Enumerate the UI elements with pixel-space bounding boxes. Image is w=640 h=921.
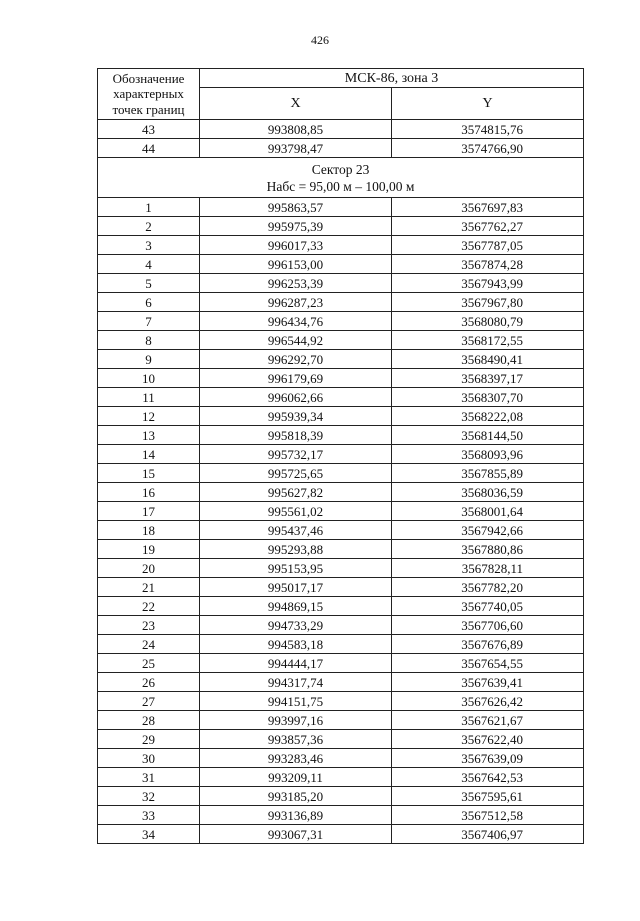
point-number-cell: 23 — [98, 616, 200, 635]
table-row — [98, 483, 584, 502]
point-number-cell: 7 — [98, 312, 200, 331]
point-number-cell: 43 — [98, 120, 200, 139]
y-coordinate-cell: 3567942,66 — [392, 521, 584, 540]
point-number-cell: 8 — [98, 331, 200, 350]
x-coordinate-cell: 995732,17 — [200, 445, 392, 464]
y-coordinate-cell: 3574766,90 — [392, 139, 584, 158]
table-row — [98, 654, 584, 673]
x-coordinate-cell: 995627,82 — [200, 483, 392, 502]
table-row — [98, 559, 584, 578]
x-coordinate-cell: 993185,20 — [200, 787, 392, 806]
x-coordinate-cell: 995725,65 — [200, 464, 392, 483]
table-row — [98, 502, 584, 521]
x-coordinate-cell: 994583,18 — [200, 635, 392, 654]
sector-rows — [98, 198, 584, 844]
y-coordinate-cell: 3568490,41 — [392, 350, 584, 369]
y-coordinate-cell: 3567626,42 — [392, 692, 584, 711]
table-row — [98, 597, 584, 616]
y-coordinate-cell: 3567740,05 — [392, 597, 584, 616]
point-number-cell: 34 — [98, 825, 200, 844]
point-number-cell: 30 — [98, 749, 200, 768]
point-number-cell: 20 — [98, 559, 200, 578]
x-coordinate-cell: 993209,11 — [200, 768, 392, 787]
table-row — [98, 312, 584, 331]
x-column-header: X — [200, 88, 392, 120]
table-row — [98, 464, 584, 483]
page-number: 426 — [311, 33, 329, 47]
point-number-cell: 25 — [98, 654, 200, 673]
point-number-cell: 44 — [98, 139, 200, 158]
point-number-cell: 13 — [98, 426, 200, 445]
y-coordinate-cell: 3567654,55 — [392, 654, 584, 673]
point-number-cell: 14 — [98, 445, 200, 464]
table-row — [98, 255, 584, 274]
table-row — [98, 139, 584, 158]
y-coordinate-cell: 3567967,80 — [392, 293, 584, 312]
table-row — [98, 120, 584, 139]
point-number-cell: 16 — [98, 483, 200, 502]
coordinate-system-header: МСК-86, зона 3 — [200, 69, 584, 88]
point-number-cell: 4 — [98, 255, 200, 274]
y-coordinate-cell: 3567855,89 — [392, 464, 584, 483]
coordinates-table — [97, 68, 584, 844]
table-row — [98, 825, 584, 844]
y-coordinate-cell: 3568172,55 — [392, 331, 584, 350]
y-coordinate-cell: 3568397,17 — [392, 369, 584, 388]
x-coordinate-cell: 993798,47 — [200, 139, 392, 158]
point-number-cell: 1 — [98, 198, 200, 217]
table-header — [98, 69, 584, 120]
table-row — [98, 692, 584, 711]
y-coordinate-cell: 3568307,70 — [392, 388, 584, 407]
point-number-cell: 5 — [98, 274, 200, 293]
point-number-cell: 2 — [98, 217, 200, 236]
table-row — [98, 635, 584, 654]
y-coordinate-cell: 3567676,89 — [392, 635, 584, 654]
x-coordinate-cell: 996062,66 — [200, 388, 392, 407]
x-coordinate-cell: 996017,33 — [200, 236, 392, 255]
point-number-cell: 12 — [98, 407, 200, 426]
x-coordinate-cell: 993857,36 — [200, 730, 392, 749]
table-row — [98, 616, 584, 635]
x-coordinate-cell: 995561,02 — [200, 502, 392, 521]
table-row — [98, 369, 584, 388]
x-coordinate-cell: 996153,00 — [200, 255, 392, 274]
point-number-cell: 9 — [98, 350, 200, 369]
y-coordinate-cell: 3568001,64 — [392, 502, 584, 521]
table-row — [98, 217, 584, 236]
x-coordinate-cell: 995293,88 — [200, 540, 392, 559]
table-row — [98, 331, 584, 350]
x-coordinate-cell: 993808,85 — [200, 120, 392, 139]
x-coordinate-cell: 995818,39 — [200, 426, 392, 445]
rows-before-sector — [98, 120, 584, 158]
y-coordinate-cell: 3568222,08 — [392, 407, 584, 426]
point-number-cell: 32 — [98, 787, 200, 806]
table-row — [98, 540, 584, 559]
table-row — [98, 426, 584, 445]
point-number-cell: 3 — [98, 236, 200, 255]
y-coordinate-cell: 3567706,60 — [392, 616, 584, 635]
x-coordinate-cell: 993283,46 — [200, 749, 392, 768]
table-row — [98, 445, 584, 464]
x-coordinate-cell: 995863,57 — [200, 198, 392, 217]
y-coordinate-cell: 3567512,58 — [392, 806, 584, 825]
x-coordinate-cell: 996434,76 — [200, 312, 392, 331]
point-number-cell: 6 — [98, 293, 200, 312]
point-number-cell: 21 — [98, 578, 200, 597]
y-coordinate-cell: 3567622,40 — [392, 730, 584, 749]
point-number-cell: 33 — [98, 806, 200, 825]
y-coordinate-cell: 3567787,05 — [392, 236, 584, 255]
x-coordinate-cell: 995153,95 — [200, 559, 392, 578]
point-number-cell: 28 — [98, 711, 200, 730]
sector-height-range: Набс = 95,00 м – 100,00 м — [266, 178, 415, 194]
y-coordinate-cell: 3568036,59 — [392, 483, 584, 502]
y-coordinate-cell: 3567782,20 — [392, 578, 584, 597]
y-coordinate-cell: 3568080,79 — [392, 312, 584, 331]
point-number-cell: 22 — [98, 597, 200, 616]
point-number-cell: 29 — [98, 730, 200, 749]
y-coordinate-cell: 3567595,61 — [392, 787, 584, 806]
sector-heading — [98, 158, 584, 198]
point-number-cell: 15 — [98, 464, 200, 483]
y-coordinate-cell: 3567874,28 — [392, 255, 584, 274]
x-coordinate-cell: 994151,75 — [200, 692, 392, 711]
y-coordinate-cell: 3567639,09 — [392, 749, 584, 768]
x-coordinate-cell: 996287,23 — [200, 293, 392, 312]
x-coordinate-cell: 993997,16 — [200, 711, 392, 730]
table-row — [98, 806, 584, 825]
y-column-header: Y — [392, 88, 584, 120]
x-coordinate-cell: 994869,15 — [200, 597, 392, 616]
point-number-cell: 19 — [98, 540, 200, 559]
point-label-header: Обозначение характерных точек границ — [98, 69, 200, 120]
x-coordinate-cell: 995939,34 — [200, 407, 392, 426]
sector-cell — [98, 158, 584, 198]
table-row — [98, 198, 584, 217]
x-coordinate-cell: 995017,17 — [200, 578, 392, 597]
table-row — [98, 236, 584, 255]
x-coordinate-cell: 994444,17 — [200, 654, 392, 673]
x-coordinate-cell: 996544,92 — [200, 331, 392, 350]
table-row — [98, 749, 584, 768]
x-coordinate-cell: 994317,74 — [200, 673, 392, 692]
y-coordinate-cell: 3567943,99 — [392, 274, 584, 293]
y-coordinate-cell: 3574815,76 — [392, 120, 584, 139]
x-coordinate-cell: 994733,29 — [200, 616, 392, 635]
point-number-cell: 24 — [98, 635, 200, 654]
x-coordinate-cell: 996179,69 — [200, 369, 392, 388]
table-row — [98, 578, 584, 597]
table-row — [98, 521, 584, 540]
x-coordinate-cell: 993136,89 — [200, 806, 392, 825]
y-coordinate-cell: 3567639,41 — [392, 673, 584, 692]
point-number-cell: 31 — [98, 768, 200, 787]
table-row — [98, 274, 584, 293]
x-coordinate-cell: 995975,39 — [200, 217, 392, 236]
y-coordinate-cell: 3568093,96 — [392, 445, 584, 464]
y-coordinate-cell: 3567828,11 — [392, 559, 584, 578]
y-coordinate-cell: 3567621,67 — [392, 711, 584, 730]
table-row — [98, 711, 584, 730]
x-coordinate-cell: 995437,46 — [200, 521, 392, 540]
table-row — [98, 350, 584, 369]
y-coordinate-cell: 3567406,97 — [392, 825, 584, 844]
point-number-cell: 11 — [98, 388, 200, 407]
point-number-cell: 18 — [98, 521, 200, 540]
y-coordinate-cell: 3568144,50 — [392, 426, 584, 445]
y-coordinate-cell: 3567697,83 — [392, 198, 584, 217]
y-coordinate-cell: 3567642,53 — [392, 768, 584, 787]
table-row — [98, 787, 584, 806]
table-row — [98, 407, 584, 426]
point-number-cell: 26 — [98, 673, 200, 692]
x-coordinate-cell: 993067,31 — [200, 825, 392, 844]
x-coordinate-cell: 996292,70 — [200, 350, 392, 369]
point-number-cell: 27 — [98, 692, 200, 711]
table-row — [98, 673, 584, 692]
table-row — [98, 388, 584, 407]
table-row — [98, 293, 584, 312]
table-row — [98, 730, 584, 749]
x-coordinate-cell: 996253,39 — [200, 274, 392, 293]
table-row — [98, 768, 584, 787]
point-number-cell: 17 — [98, 502, 200, 521]
point-number-cell: 10 — [98, 369, 200, 388]
y-coordinate-cell: 3567880,86 — [392, 540, 584, 559]
y-coordinate-cell: 3567762,27 — [392, 217, 584, 236]
sector-title: Сектор 23 — [311, 161, 370, 177]
